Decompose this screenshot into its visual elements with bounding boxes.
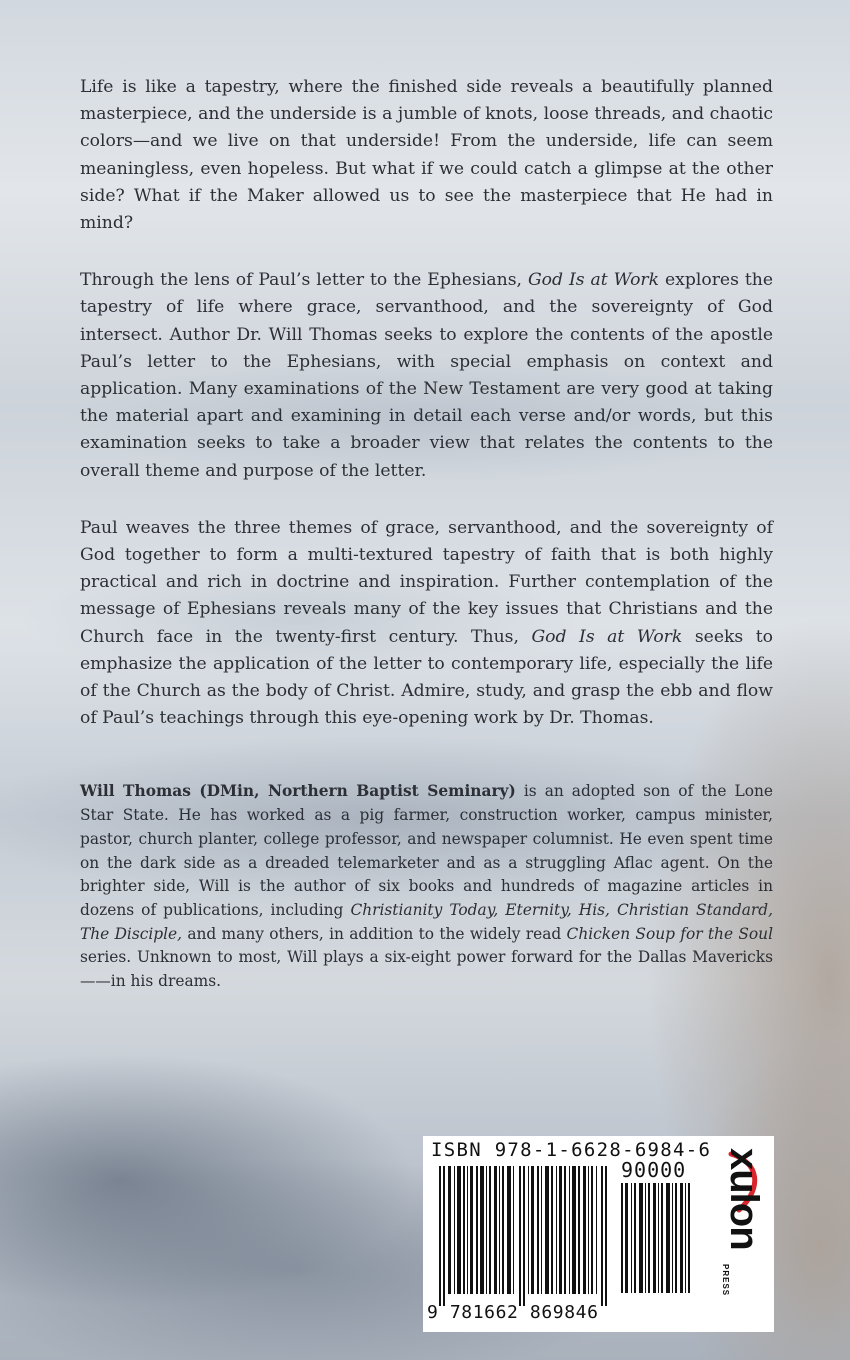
text-span: seeks to emphasize the application of the letter to contemporary life, especially the life of the Church as the body of Christ. Admire, study, and grasp the ebb and flow of Paul’s teachings through this eye-opening work by Dr. Thomas.: [80, 626, 774, 729]
publisher-imprint: PRESS: [721, 1264, 730, 1297]
addon-digits: 90000: [621, 1158, 687, 1182]
description-paragraph-2: [80, 267, 773, 485]
author-bio: [80, 780, 773, 993]
description-paragraph-1: Life is like a tapestry, where the finished side reveals a beautifully planned masterpiece, and the underside is a jumble of knots, loose threads, and chaotic colors—and we live on that underside! From the underside, life can seem meaningless, even hopeless. But what if we could catch a glimpse at the other side? What if the Maker allowed us to see the masterpiece that He had in mind?: [80, 77, 773, 234]
text-span: explores the tapestry of life where grace, servanthood, and the sovereignty of God intersect. Author Dr. Will Thomas seeks to explore the contents of the apostle Paul’s letter to the Ephesians, with special emphasis on context and application. Many examinations of the New Testament are very good at taking the material apart and examining in detail each verse and/or words, but this examination seeks to take a broader view that relates the contents to the overall theme and purpose of the letter.: [80, 270, 773, 481]
description-paragraph-3: [80, 515, 773, 733]
text-span: series. Unknown to most, Will plays a six-eight power forward for the Dallas Mavericks——in his dreams.: [80, 948, 773, 991]
barcode-panel: [423, 1136, 774, 1332]
back-cover-text: [80, 74, 773, 994]
isbn-label: ISBN 978-1-6628-6984-6: [431, 1139, 712, 1161]
ean-barcode: [433, 1166, 615, 1306]
publications-italic: Christianity Today, Eternity, His, Christian Standard, The Disciple,: [80, 900, 773, 943]
barcode-digits: 9 781662 869846: [427, 1302, 599, 1323]
book-title-italic: God Is at Work: [531, 626, 683, 647]
text-span: Paul weaves the three themes of grace, servanthood, and the sovereignty of God together to form a multi-textured tapestry of faith that is both highly practical and rich in doctrine and inspiration. Further contemplation of the message of Ephesians reveals many of the key issues that Christians and the Church face in the twenty-first century. Thus,: [80, 517, 773, 647]
text-span: Through the lens of Paul’s letter to the Ephesians,: [80, 270, 528, 291]
author-name: Will Thomas (DMin, Northern Baptist Seminary): [80, 782, 516, 801]
series-italic: Chicken Soup for the Soul: [566, 924, 773, 943]
xulon-press-logo: [719, 1148, 769, 1328]
book-title-italic: God Is at Work: [527, 270, 660, 291]
addon-barcode: [621, 1183, 693, 1293]
text-span: is an adopted son of the Lone Star State. He has worked as a pig farmer, construction worker, campus minister, pastor, church planter, college professor, and newspaper columnist. He even spent time on the dark side as a dreaded telemarketer and as a struggling Aflac agent. On the brighter side, Will is the author of six books and hundreds of magazine articles in dozens of publications, including: [80, 782, 773, 919]
text-span: and many others, in addition to the widely read: [182, 924, 567, 943]
publisher-name: xulon: [722, 1148, 766, 1250]
